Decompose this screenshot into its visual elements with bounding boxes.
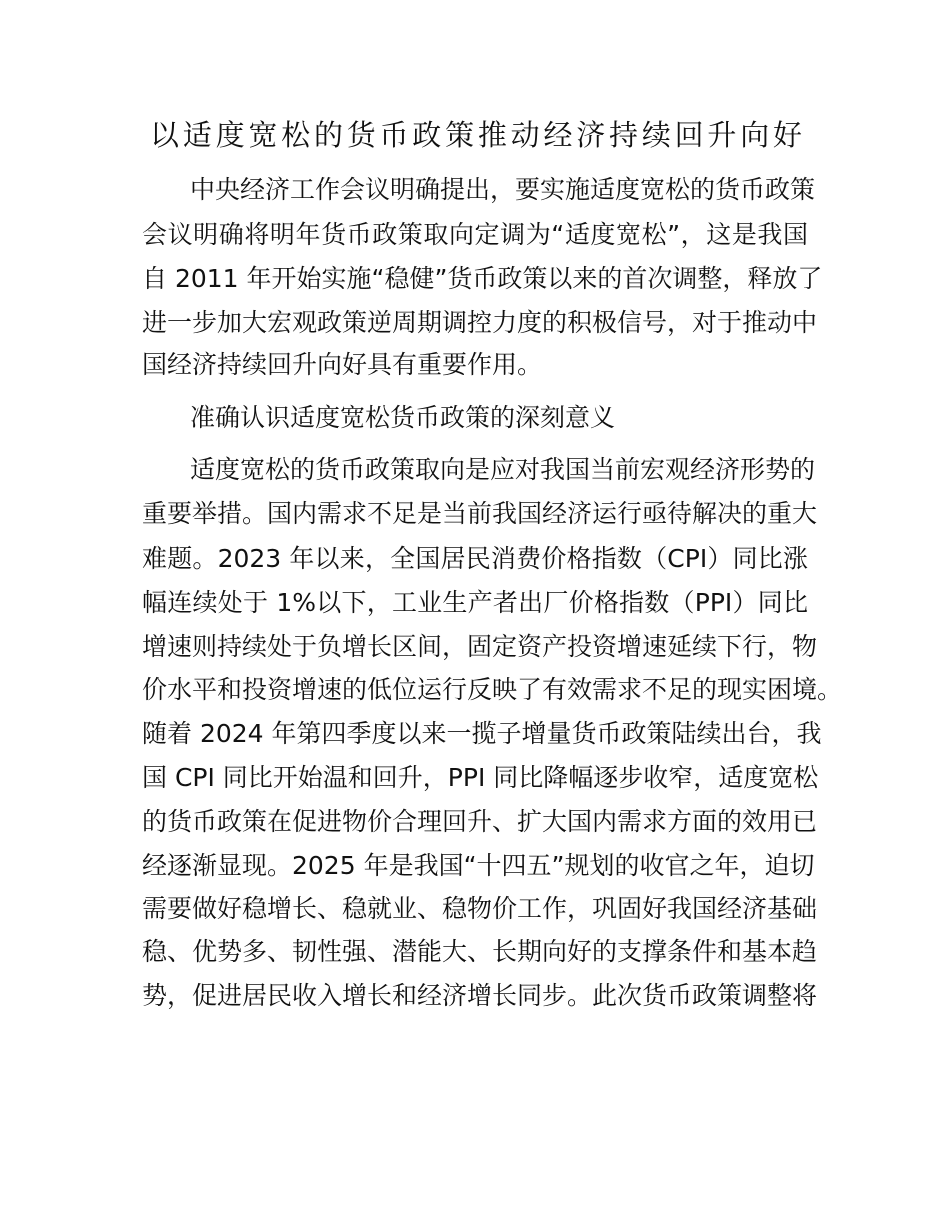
text-line: 价水平和投资增速的低位运行反映了有效需求不足的现实困境。	[142, 675, 843, 704]
text-line: 稳、优势多、韧性强、潜能大、长期向好的支撑条件和基本趋	[142, 937, 818, 966]
text-line: 难题。2023 年以来，全国居民消费价格指数（CPI）同比涨	[142, 544, 808, 573]
text-line: 国经济持续回升向好具有重要作用。	[142, 350, 543, 379]
text-line: 重要举措。国内需求不足是当前我国经济运行亟待解决的重大	[142, 499, 818, 528]
document-title: 以适度宽松的货币政策推动经济持续回升向好	[150, 118, 802, 152]
text-line: 适度宽松的货币政策取向是应对我国当前宏观经济形势的	[190, 455, 816, 484]
text-line: 需要做好稳增长、稳就业、稳物价工作，巩固好我国经济基础	[142, 894, 818, 923]
text-line: 幅连续处于 1%以下，工业生产者出厂价格指数（PPI）同比	[142, 588, 808, 617]
text-line: 会议明确将明年货币政策取向定调为“适度宽松”，这是我国	[142, 220, 808, 249]
section-heading: 准确认识适度宽松货币政策的深刻意义	[190, 403, 616, 432]
text-line: 经逐渐显现。2025 年是我国“十四五”规划的收官之年，迫切	[142, 851, 815, 880]
text-line: 中央经济工作会议明确提出，要实施适度宽松的货币政策	[190, 175, 816, 204]
text-line: 随着 2024 年第四季度以来一揽子增量货币政策陆续出台，我	[142, 719, 822, 748]
text-line: 国 CPI 同比开始温和回升，PPI 同比降幅逐步收窄，适度宽松	[142, 763, 819, 792]
text-line: 势，促进居民收入增长和经济增长同步。此次货币政策调整将	[142, 981, 818, 1010]
text-line: 进一步加大宏观政策逆周期调控力度的积极信号，对于推动中	[142, 308, 818, 337]
text-line: 的货币政策在促进物价合理回升、扩大国内需求方面的效用已	[142, 807, 818, 836]
text-line: 自 2011 年开始实施“稳健”货币政策以来的首次调整，释放了	[142, 264, 823, 293]
text-line: 增速则持续处于负增长区间，固定资产投资增速延续下行，物	[142, 632, 818, 661]
